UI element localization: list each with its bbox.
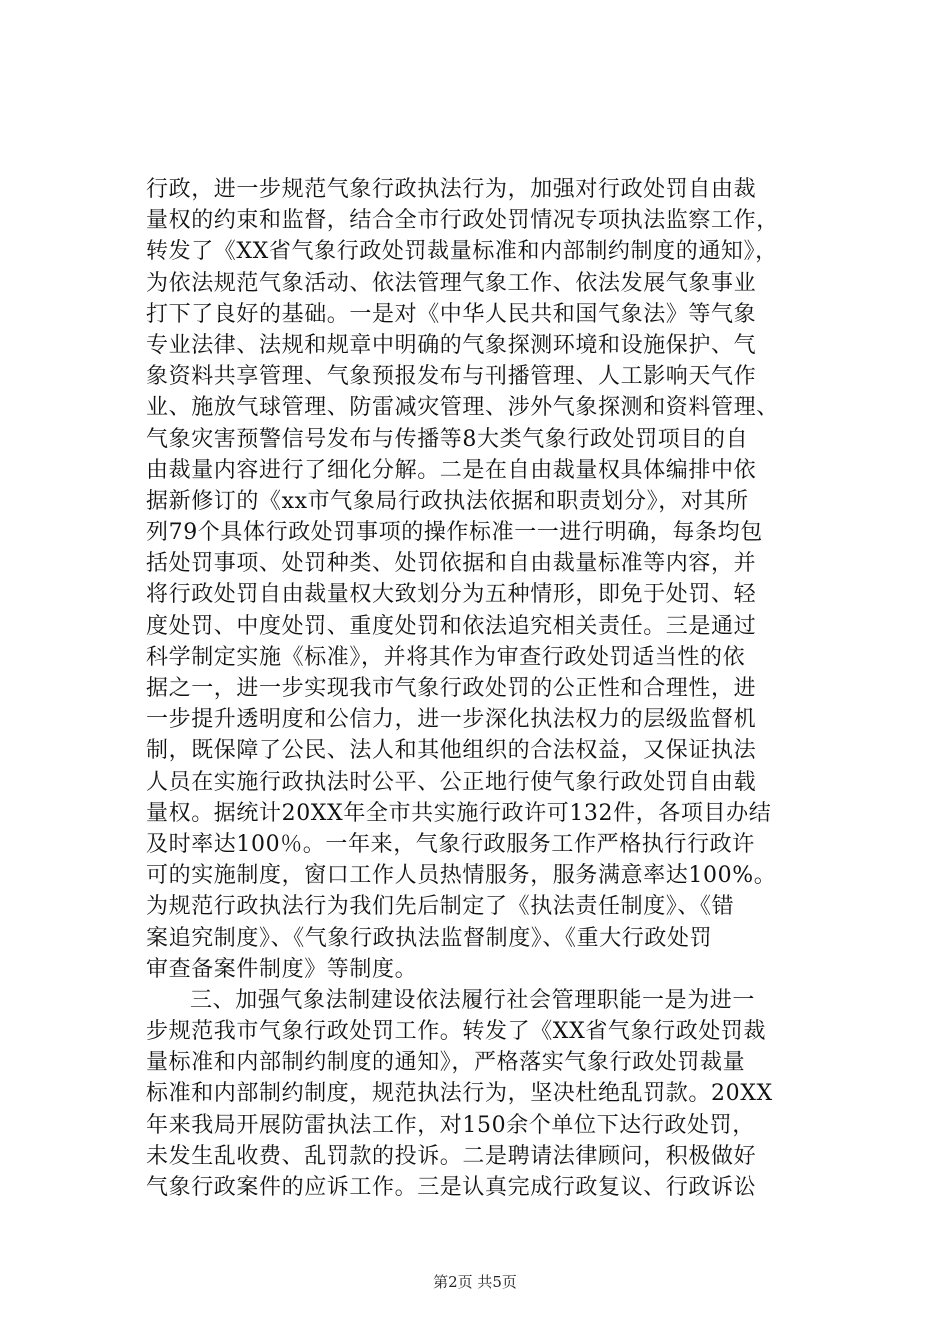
text-line: 量权的约束和监督，结合全市行政处罚情况专项执法监察工作， <box>146 208 779 234</box>
text-line: 步规范我市气象行政处罚工作。转发了《XX省气象行政处罚裁 <box>146 1019 767 1045</box>
text-line: 气象行政案件的应诉工作。三是认真完成行政复议、行政诉讼 <box>146 1175 757 1200</box>
text-line: 专业法律、法规和规章中明确的气象探测环境和设施保护、气 <box>146 332 757 358</box>
text-line: 为依法规范气象活动、依法管理气象工作、依法发展气象事业 <box>146 270 757 296</box>
text-line: 由裁量内容进行了细化分解。二是在自由裁量权具体编排中依 <box>146 457 757 483</box>
text-line: 及时率达100％。一年来，气象行政服务工作严格执行行政许 <box>146 831 755 857</box>
text-line: 量权。据统计20XX年全市共实施行政许可132件，各项目办结 <box>146 800 772 826</box>
text-line: 据新修订的《xx市气象局行政执法依据和职责划分》，对其所 <box>146 488 749 514</box>
text-line: 括处罚事项、处罚种类、处罚依据和自由裁量标准等内容，并 <box>146 551 757 577</box>
text-line: 列79个具体行政处罚事项的操作标准一一进行明确，每条均包 <box>146 520 763 546</box>
page-number-footer: 第2页 共5页 <box>433 1273 517 1291</box>
text-line: 业、施放气球管理、防雷减灾管理、涉外气象探测和资料管理、 <box>146 395 779 421</box>
text-line: 未发生乱收费、乱罚款的投诉。二是聘请法律顾问，积极做好 <box>146 1143 757 1169</box>
text-line: 审查备案件制度》等制度。 <box>146 956 418 982</box>
text-line: 行政，进一步规范气象行政执法行为，加强对行政处罚自由裁 <box>146 177 757 202</box>
paragraph-start-line: 三、加强气象法制建设依法履行社会管理职能一是为进一 <box>190 987 756 1013</box>
text-line: 将行政处罚自由裁量权大致划分为五种情形，即免于处罚、轻 <box>146 582 757 608</box>
document-body <box>146 174 828 1203</box>
text-line: 一步提升透明度和公信力，进一步深化执法权力的层级监督机 <box>146 707 757 733</box>
text-line: 科学制定实施《标准》，并将其作为审查行政处罚适当性的依 <box>146 644 746 670</box>
text-line: 制，既保障了公民、法人和其他组织的合法权益，又保证执法 <box>146 738 757 764</box>
text-line: 度处罚、中度处罚、重度处罚和依法追究相关责任。三是通过 <box>146 613 757 639</box>
text-line: 标准和内部制约制度，规范执法行为，坚决杜绝乱罚款。20XX <box>146 1081 773 1107</box>
text-line: 案追究制度》、《气象行政执法监督制度》、《重大行政处罚 <box>146 925 713 951</box>
text-line: 可的实施制度，窗口工作人员热情服务，服务满意率达100%。 <box>146 863 777 889</box>
text-line: 人员在实施行政执法时公平、公正地行使气象行政处罚自由载 <box>146 769 757 795</box>
text-line: 为规范行政执法行为我们先后制定了《执法责任制度》、《错 <box>146 894 735 920</box>
text-line: 气象灾害预警信号发布与传播等8大类气象行政处罚项目的自 <box>146 426 749 452</box>
text-line: 打下了良好的基础。一是对《中华人民共和国气象法》等气象 <box>146 301 757 327</box>
text-line: 据之一，进一步实现我市气象行政处罚的公正性和合理性，进 <box>146 676 757 701</box>
text-line: 量标准和内部制约制度的通知》，严格落实气象行政处罚裁量 <box>146 1050 746 1076</box>
text-line: 年来我局开展防雷执法工作，对150余个单位下达行政处罚， <box>146 1112 755 1138</box>
text-line: 转发了《XX省气象行政处罚裁量标准和内部制约制度的通知》， <box>146 239 778 265</box>
text-line: 象资料共享管理、气象预报发布与刊播管理、人工影响天气作 <box>146 364 757 390</box>
